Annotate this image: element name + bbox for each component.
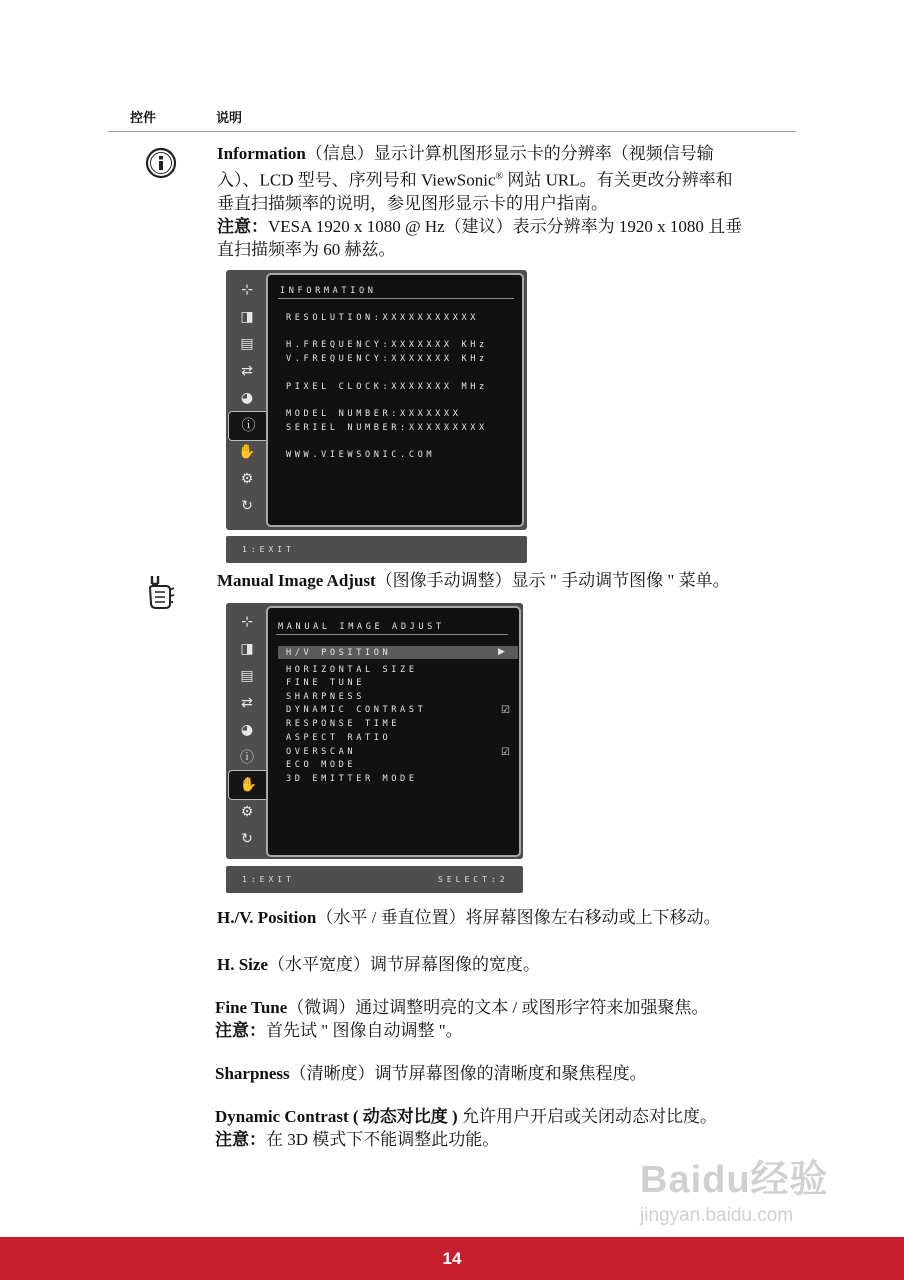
osd-manual-footer bbox=[226, 866, 523, 893]
osd-website: WWW.VIEWSONIC.COM bbox=[286, 450, 436, 460]
recall-icon: ↻ bbox=[241, 498, 253, 514]
view-mode-icon: ▤ bbox=[240, 668, 254, 684]
osd-item-response-time: RESPONSE TIME bbox=[286, 719, 401, 729]
osd-item-3d-emitter-mode: 3D EMITTER MODE bbox=[286, 774, 418, 784]
setup-icon: ⚙ bbox=[240, 804, 254, 820]
osd-model-number: MODEL NUMBER:XXXXXXX bbox=[286, 409, 462, 419]
osd-resolution: RESOLUTION:XXXXXXXXXXX bbox=[286, 313, 480, 323]
information-label: Information bbox=[217, 144, 306, 163]
osd-item-eco-mode: ECO MODE bbox=[286, 760, 357, 770]
osd-item-dynamic-contrast: DYNAMIC CONTRAST bbox=[286, 705, 427, 715]
input-icon: ⊹ bbox=[241, 282, 253, 298]
osd-info-title: INFORMATION bbox=[280, 286, 377, 296]
page-footer-bar bbox=[0, 1237, 904, 1280]
manual-description: Manual Image Adjust（图像手动调整）显示 " 手动调节图像 " 菜单。 bbox=[217, 571, 730, 590]
checkbox-checked-icon: ☑ bbox=[501, 705, 510, 716]
color-icon: ◕ bbox=[240, 390, 254, 406]
osd-info-panel bbox=[266, 273, 524, 527]
osd-manual-select: SELECT:2 bbox=[438, 875, 509, 884]
hand-wrench-icon bbox=[146, 574, 176, 610]
checkbox-checked-icon: ☑ bbox=[501, 747, 510, 758]
osd-pixel-clock: PIXEL CLOCK:XXXXXXX MHz bbox=[286, 382, 488, 392]
osd-v-frequency: V.FREQUENCY:XXXXXXX KHz bbox=[286, 354, 488, 364]
manual-adjust-icon: ✋ bbox=[238, 444, 256, 460]
sharpness-description: Sharpness（清晰度）调节屏幕图像的清晰度和聚焦程度。 bbox=[215, 1064, 647, 1083]
input-icon: ⊹ bbox=[241, 614, 253, 630]
osd-information-screen bbox=[226, 270, 527, 530]
hv-position-description: H./V. Position（水平 / 垂直位置）将屏幕图像左右移动或上下移动。 bbox=[217, 908, 721, 927]
audio-icon: ◨ bbox=[240, 309, 254, 325]
h-size-description: H. Size（水平宽度）调节屏幕图像的宽度。 bbox=[217, 955, 540, 974]
baidu-watermark bbox=[640, 1148, 829, 1227]
osd-info-exit: 1:EXIT bbox=[242, 545, 295, 554]
auto-adjust-icon: ⇄ bbox=[241, 363, 253, 379]
osd-info-footer bbox=[226, 536, 527, 563]
manual-adjust-tab-icon: ✋ bbox=[228, 770, 268, 800]
dynamic-contrast-description: Dynamic Contrast ( 动态对比度 ) 允许用户开启或关闭动态对比度。 注意：在 3D 模式下不能调整此功能。 bbox=[215, 1107, 717, 1149]
osd-item-horizontal-size: HORIZONTAL SIZE bbox=[286, 665, 418, 675]
osd-manual-panel bbox=[266, 606, 521, 857]
information-tab-icon: ⓘ bbox=[228, 411, 268, 441]
osd-item-fine-tune: FINE TUNE bbox=[286, 678, 365, 688]
osd-item-hv-position: H/V POSITION bbox=[286, 648, 392, 658]
osd-serial-number: SERIEL NUMBER:XXXXXXXXX bbox=[286, 423, 488, 433]
osd-manual-sidebar bbox=[226, 603, 268, 859]
osd-title-divider bbox=[276, 634, 508, 635]
recall-icon: ↻ bbox=[241, 831, 253, 847]
osd-manual-title: MANUAL IMAGE ADJUST bbox=[278, 622, 445, 632]
page-number: 14 bbox=[442, 1249, 462, 1268]
header-description: 说明 bbox=[216, 110, 243, 125]
info-circle-icon bbox=[145, 147, 177, 179]
osd-item-aspect-ratio: ASPECT RATIO bbox=[286, 733, 392, 743]
submenu-arrow-icon: ▶ bbox=[498, 647, 505, 657]
osd-h-frequency: H.FREQUENCY:XXXXXXX KHz bbox=[286, 340, 488, 350]
header-control: 控件 bbox=[130, 110, 157, 125]
audio-icon: ◨ bbox=[240, 641, 254, 657]
osd-manual-screen bbox=[226, 603, 523, 859]
view-mode-icon: ▤ bbox=[240, 336, 254, 352]
osd-manual-exit: 1:EXIT bbox=[242, 875, 295, 884]
watermark-brand: Baidu经验 bbox=[640, 1159, 829, 1201]
watermark-url: jingyan.baidu.com bbox=[640, 1205, 794, 1226]
manual-label: Manual Image Adjust bbox=[217, 571, 376, 590]
osd-sidebar bbox=[226, 270, 268, 530]
color-icon: ◕ bbox=[240, 722, 254, 738]
osd-item-overscan: OVERSCAN bbox=[286, 747, 357, 757]
osd-item-sharpness: SHARPNESS bbox=[286, 692, 365, 702]
setup-icon: ⚙ bbox=[240, 471, 254, 487]
header-divider bbox=[108, 131, 796, 132]
information-description: Information（信息）显示计算机图形显示卡的分辨率（视频信号输 入）、LCD 型号、序列号和 ViewSonic® 网站 URL。有关更改分辨率和 垂直扫描频率的说明，参见图形显示卡的用户指南。 注意：VESA 1920 x 1080 @ Hz（建议）表示分辨率为 1920 x 1080 且垂 直扫描频率为 60 赫兹。 bbox=[217, 144, 743, 259]
fine-tune-description: Fine Tune（微调）通过调整明亮的文本 / 或图形字符来加强聚焦。 注意：首先试 " 图像自动调整 "。 bbox=[215, 998, 709, 1040]
auto-adjust-icon: ⇄ bbox=[241, 695, 253, 711]
information-tab-icon: ⓘ bbox=[240, 750, 254, 766]
osd-title-divider bbox=[278, 298, 514, 299]
